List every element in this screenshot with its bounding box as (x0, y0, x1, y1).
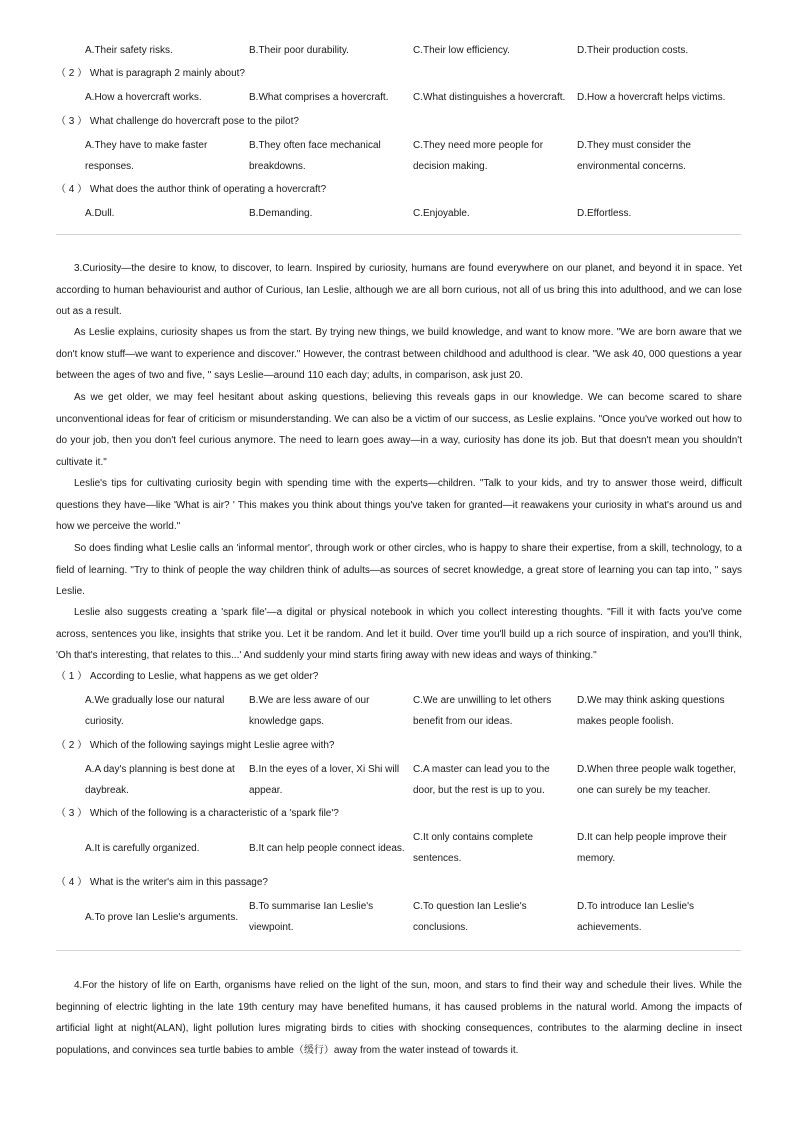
passage3-paragraph-4: Leslie's tips for cultivating curiosity begin with spending time with the experts—children. "Talk to your kids, and try to answer those weird, difficult questions they have—like 'What is air? ' This makes you think about things you've taken for granted—it reawakens your curiosity in what's around us and how we perceive the world." (56, 478, 742, 533)
option-c: C.It only contains complete sentences. (413, 832, 534, 864)
option-c: C.To question Ian Leslie's conclusions. (413, 901, 527, 933)
option-a: A.They have to make faster responses. (85, 140, 208, 172)
passage3-q3-stem: （ 3 ） Which of the following is a characteristic of a 'spark file'? (56, 808, 339, 819)
option-b: B.They often face mechanical breakdowns. (249, 140, 381, 172)
option-a: A.Dull. (85, 208, 115, 219)
passage3-paragraph-3: As we get older, we may feel hesitant about asking questions, believing this reveals gaps in our knowledge. We can become scared to share unconventional ideas for fear of criticism or misunderstanding. We can also be a victim of our success, as Leslie explains. "Once you've worked out how to do your job, then you don't feel curious anymore. The need to learn goes away—in a way, curiosity has done its job. But that doesn't mean you shouldn't cultivate it." (56, 392, 742, 468)
option-a: A.How a hovercraft works. (85, 92, 202, 103)
passage3-paragraph-5: So does finding what Leslie calls an 'informal mentor', through work or other circles, who is happy to share their expertise, from a skill, technology, to a field of learning. "Try to think of people the way children think of adults—as sources of secret knowledge, a great store of learning you can tap into, " says Leslie. (56, 543, 742, 598)
passage3-q2-stem: （ 2 ） Which of the following sayings might Leslie agree with? (56, 740, 335, 751)
passage3-q1-stem: （ 1 ） According to Leslie, what happens as we get older? (56, 671, 319, 682)
section-divider (56, 234, 741, 235)
option-d: D.They must consider the environmental concerns. (577, 140, 691, 172)
option-b: B.It can help people connect ideas. (249, 843, 405, 854)
option-b: B.In the eyes of a lover, Xi Shi will appear. (249, 764, 400, 796)
option-c: C.A master can lead you to the door, but the rest is up to you. (413, 764, 550, 796)
option-a: A.It is carefully organized. (85, 843, 200, 854)
option-c: C.What distinguishes a hovercraft. (413, 92, 566, 103)
option-d: D.We may think asking questions makes people foolish. (577, 695, 725, 727)
option-c: C.Their low efficiency. (413, 45, 510, 56)
passage3-paragraph-1: 3.Curiosity—the desire to know, to discover, to learn. Inspired by curiosity, humans are found everywhere on our planet, and beyond it in space. Yet according to human behaviourist and author of Curious, Ian Leslie, although we are all born curious, not all of us bring this into adulthood, and we can lose out as a result. (56, 263, 742, 318)
option-d: D.Their production costs. (577, 45, 689, 56)
section-divider (56, 950, 741, 951)
option-d: D.To introduce Ian Leslie's achievements. (577, 901, 694, 933)
block1-q2-stem: （ 2 ） What is paragraph 2 mainly about? (56, 68, 245, 79)
option-c: C.We are unwilling to let others benefit from our ideas. (413, 695, 552, 727)
option-c: C.They need more people for decision making. (413, 140, 544, 172)
block1-q3-stem: （ 3 ） What challenge do hovercraft pose to the pilot? (56, 116, 299, 127)
option-d: D.Effortless. (577, 208, 632, 219)
option-a: A.To prove Ian Leslie's arguments. (85, 912, 239, 923)
passage3-paragraph-2: As Leslie explains, curiosity shapes us from the start. By trying new things, we build knowledge, and want to know more. "We are born aware that we don't know stuff—we want to experience and discover." However, the contrast between childhood and adulthood is clear. "We ask 40, 000 questions a year between the ages of two and five, " says Leslie—around 110 each day; adults, in comparison, ask just 20. (56, 327, 742, 382)
option-b: B.Their poor durability. (249, 45, 349, 56)
option-a: A.We gradually lose our natural curiosity. (85, 695, 225, 727)
option-a: A.Their safety risks. (85, 45, 173, 56)
option-d: D.It can help people improve their memory. (577, 832, 727, 864)
passage4-paragraph-1: 4.For the history of life on Earth, organisms have relied on the light of the sun, moon, and stars to find their way and schedule their lives. While the beginning of electric lighting in the late 19th century may have benefited humans, it has caused problems in the natural world. Among the impacts of artificial light at night(ALAN), light pollution lures migrating birds to cities with shocking consequences, contributes to the alarming decline in insect populations, and convinces sea turtle babies to amble（缓行）away from the water instead of towards it. (56, 980, 742, 1056)
passage3-q4-stem: （ 4 ） What is the writer's aim in this passage? (56, 877, 268, 888)
passage3-paragraph-6: Leslie also suggests creating a 'spark file'—a digital or physical notebook in which you collect interesting thoughts. "Fill it with facts you've come across, sentences you like, insights that strike you. Let it be random. And let it build. Over time you'll build up a rich source of inspiration, and you'll think, 'Oh that's interesting, that relates to this...' And suddenly your mind starts firing away with new ideas and ways of thinking." (56, 607, 742, 662)
block1-q4-stem: （ 4 ） What does the author think of operating a hovercraft? (56, 184, 327, 195)
option-d: D.When three people walk together, one can surely be my teacher. (577, 764, 736, 796)
option-c: C.Enjoyable. (413, 208, 470, 219)
option-b: B.We are less aware of our knowledge gaps. (249, 695, 370, 727)
option-b: B.What comprises a hovercraft. (249, 92, 389, 103)
option-a: A.A day's planning is best done at daybreak. (85, 764, 235, 796)
option-b: B.Demanding. (249, 208, 313, 219)
option-b: B.To summarise Ian Leslie's viewpoint. (249, 901, 374, 933)
option-d: D.How a hovercraft helps victims. (577, 92, 726, 103)
